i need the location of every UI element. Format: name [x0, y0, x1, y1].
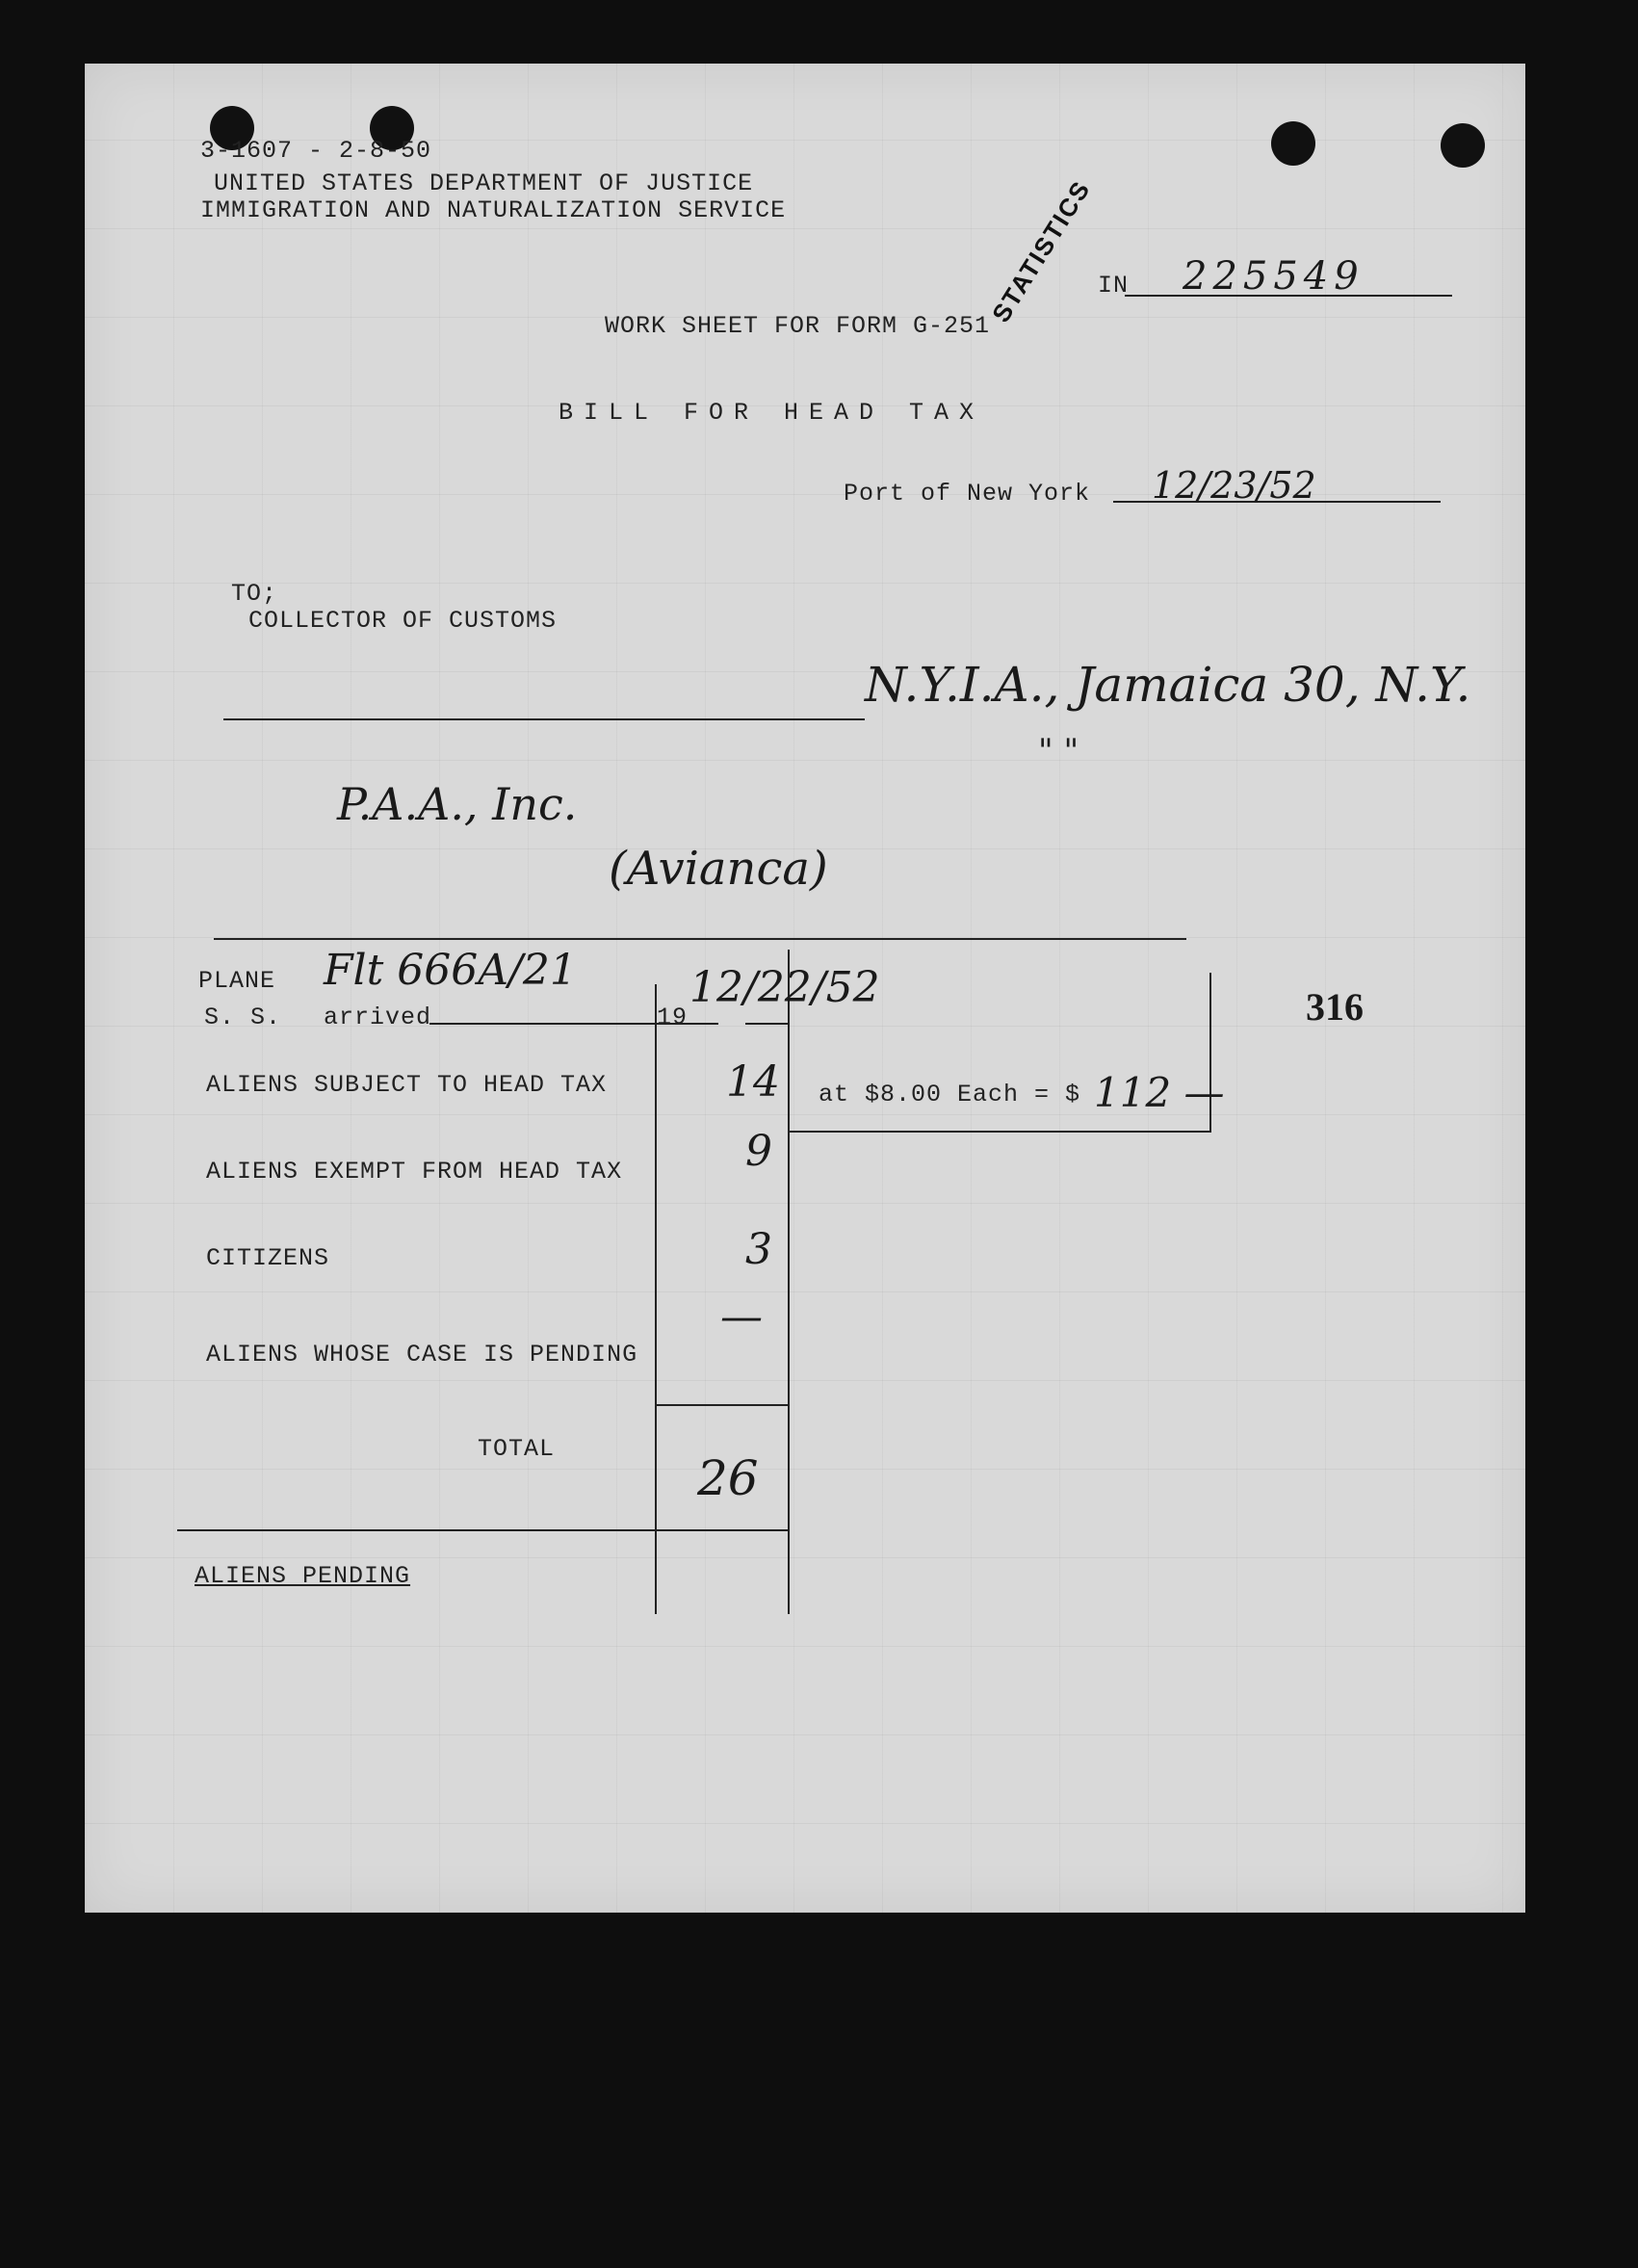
- arrived-label: arrived: [324, 1004, 432, 1031]
- row-label-exempt: ALIENS EXEMPT FROM HEAD TAX: [206, 1158, 623, 1186]
- row-value-subject: 14: [726, 1057, 780, 1107]
- year-line: [745, 1023, 788, 1025]
- table-bottom-line: [177, 1529, 790, 1531]
- row-label-pending: ALIENS WHOSE CASE IS PENDING: [206, 1341, 638, 1369]
- company-handwriting: P.A.A., Inc.: [337, 778, 578, 830]
- punch-hole: [1441, 123, 1485, 168]
- row-label-citizens: CITIZENS: [206, 1244, 330, 1272]
- port-date: 12/23/52: [1152, 464, 1316, 507]
- total-value: 26: [697, 1450, 759, 1506]
- ditto-marks: " ": [1038, 732, 1079, 770]
- page-number: 316: [1306, 985, 1364, 1029]
- company-handwriting-2: (Avianca): [609, 842, 828, 896]
- in-number: 225549: [1183, 254, 1365, 299]
- amount-handwriting: 112 —: [1094, 1069, 1225, 1116]
- punch-hole: [1271, 121, 1315, 166]
- aliens-pending-label: ALIENS PENDING: [195, 1562, 411, 1590]
- value-column-right: [788, 950, 790, 1614]
- plane-label: PLANE: [198, 967, 276, 995]
- in-label: IN: [1098, 272, 1130, 300]
- bill-title: BILL FOR HEAD TAX: [559, 399, 985, 427]
- rate-box-bottom: [788, 1131, 1209, 1133]
- row-value-exempt: 9: [745, 1127, 772, 1176]
- total-label: TOTAL: [478, 1435, 556, 1463]
- statistics-stamp: STATISTICS: [986, 174, 1097, 327]
- arrival-date-handwriting: 12/22/52: [689, 963, 880, 1012]
- collector-label: COLLECTOR OF CUSTOMS: [248, 607, 558, 635]
- year-prefix: 19: [657, 1004, 689, 1031]
- to-label: TO;: [231, 580, 278, 608]
- flight-handwriting: Flt 666A/21: [324, 946, 577, 995]
- rate-text: at $8.00 Each = $: [819, 1081, 1081, 1108]
- location-handwriting: N.Y.I.A., Jamaica 30, N.Y.: [865, 657, 1471, 713]
- service-name: IMMIGRATION AND NATURALIZATION SERVICE: [200, 196, 787, 224]
- worksheet-title: WORK SHEET FOR FORM G-251: [605, 312, 991, 340]
- value-column-left: [655, 984, 657, 1614]
- row-value-citizens: 3: [745, 1225, 772, 1274]
- row-value-pending: —: [720, 1292, 763, 1342]
- department-name: UNITED STATES DEPARTMENT OF JUSTICE: [214, 169, 754, 197]
- form-code: 3-1607 - 2-8-50: [200, 137, 432, 165]
- table-top-line: [214, 938, 1186, 940]
- ss-label: S. S.: [204, 1004, 282, 1031]
- total-separator: [655, 1404, 788, 1406]
- row-label-subject: ALIENS SUBJECT TO HEAD TAX: [206, 1071, 608, 1099]
- addressee-line: [223, 718, 865, 720]
- document-page: [85, 64, 1525, 1913]
- port-label: Port of New York: [844, 480, 1091, 508]
